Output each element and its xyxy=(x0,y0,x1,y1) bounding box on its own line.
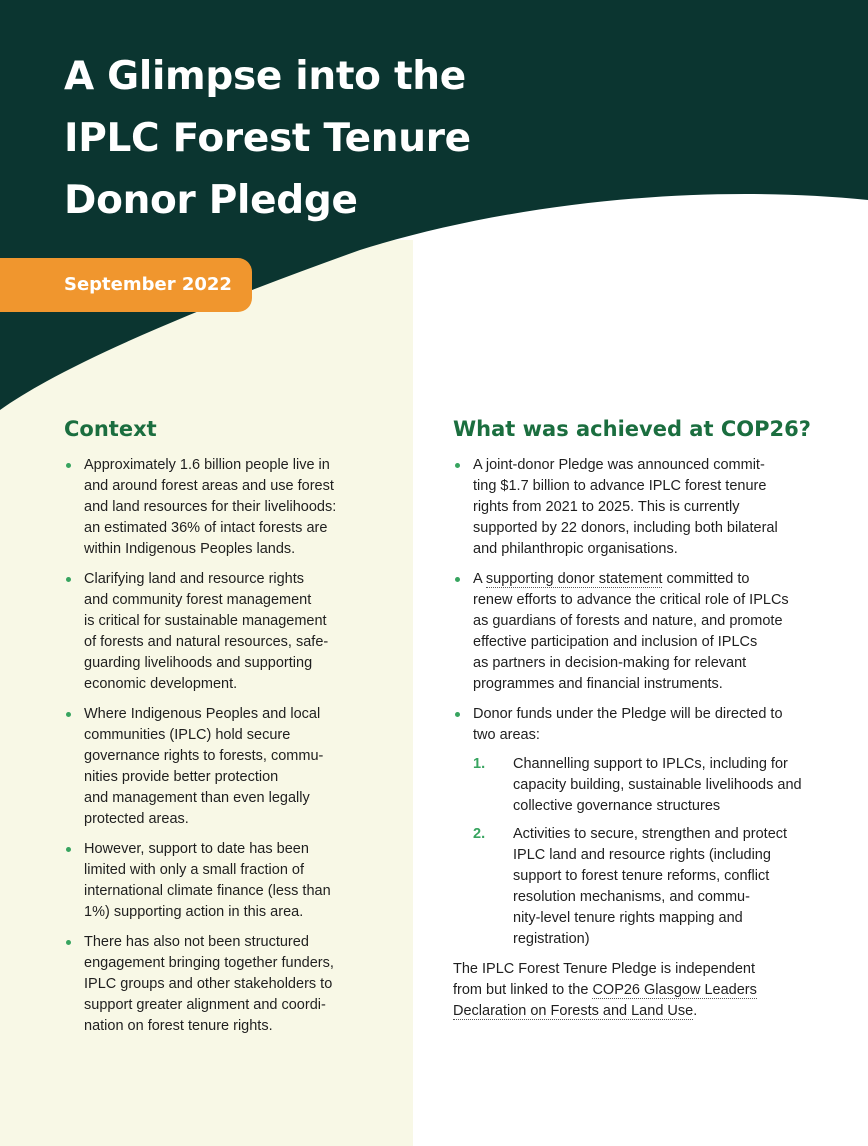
text-line: guarding livelihoods and supporting xyxy=(84,655,313,671)
text-line xyxy=(453,980,818,1001)
text-line: effective participation and inclusion of IPLCs xyxy=(473,634,758,650)
text-line: Activities to secure, strengthen and protect xyxy=(513,826,788,842)
text-line: support to forest tenure reforms, conflict xyxy=(513,868,770,884)
numbered-item xyxy=(473,824,818,950)
text-line: rights from 2021 to 2025. This is currently xyxy=(473,499,740,515)
list-item xyxy=(453,704,818,950)
text-line xyxy=(453,1001,818,1022)
list-item xyxy=(64,932,364,1037)
context-section xyxy=(64,415,364,1046)
text-line: However, support to date has been xyxy=(84,841,309,857)
text-line: and community forest management xyxy=(84,592,312,608)
cop26-heading: What was achieved at COP26? xyxy=(453,417,811,441)
text-line: nities provide better protection xyxy=(84,769,279,785)
text-line: economic development. xyxy=(84,676,238,692)
text-line: as partners in decision-making for relevant xyxy=(473,655,747,671)
title-line: Donor Pledge xyxy=(64,178,358,223)
text-line: programmes and financial instruments. xyxy=(473,676,723,692)
text-line: nation on forest tenure rights. xyxy=(84,1018,273,1034)
text-line: ting $1.7 billion to advance IPLC forest tenure xyxy=(473,478,767,494)
text-line: an estimated 36% of intact forests are xyxy=(84,520,328,536)
list-item xyxy=(64,839,364,923)
text-line: supported by 22 donors, including both bilateral xyxy=(473,520,778,536)
date-badge: September 2022 xyxy=(0,258,252,312)
text-line: of forests and natural resources, safe- xyxy=(84,634,329,650)
text-line: IPLC groups and other stakeholders to xyxy=(84,976,333,992)
text-line: engagement bringing together funders, xyxy=(84,955,334,971)
page-title xyxy=(64,46,584,232)
text-line: as guardians of forests and nature, and promote xyxy=(473,613,783,629)
text-line: and land resources for their livelihoods: xyxy=(84,499,337,515)
text-line: Channelling support to IPLCs, including for xyxy=(513,756,788,772)
numbered-item xyxy=(473,754,818,817)
title-line: A Glimpse into the xyxy=(64,54,466,99)
text-fragment: committed to xyxy=(662,571,750,587)
text-line: The IPLC Forest Tenure Pledge is independent xyxy=(453,961,756,977)
item-number-text: 2. xyxy=(473,826,486,842)
text-fragment: A xyxy=(473,571,486,587)
text-line: protected areas. xyxy=(84,811,189,827)
text-line: 1%) supporting action in this area. xyxy=(84,904,304,920)
text-line xyxy=(473,569,818,590)
text-line: international climate finance (less than xyxy=(84,883,331,899)
text-line: nity-level tenure rights mapping and xyxy=(513,910,743,926)
list-item xyxy=(64,455,364,560)
text-line: registration) xyxy=(513,931,590,947)
text-line: within Indigenous Peoples lands. xyxy=(84,541,296,557)
list-item xyxy=(453,455,818,560)
text-line: A joint-donor Pledge was announced commit- xyxy=(473,457,765,473)
numbered-list xyxy=(473,754,818,950)
cop26-section xyxy=(453,415,818,1022)
text-line: limited with only a small fraction of xyxy=(84,862,304,878)
text-line: communities (IPLC) hold secure xyxy=(84,727,291,743)
list-item xyxy=(64,704,364,830)
text-line: and around forest areas and use forest xyxy=(84,478,334,494)
context-heading: Context xyxy=(64,417,157,441)
list-item xyxy=(64,569,364,695)
supporting-donor-statement-link[interactable]: supporting donor statement xyxy=(485,571,663,587)
text-line: Donor funds under the Pledge will be directed to xyxy=(473,706,783,722)
text-line: IPLC land and resource rights (including xyxy=(513,847,771,863)
list-item xyxy=(453,569,818,695)
text-line: collective governance structures xyxy=(513,798,721,814)
text-fragment: . xyxy=(693,1003,698,1019)
text-line: resolution mechanisms, and commu- xyxy=(513,889,750,905)
glasgow-declaration-link[interactable]: Declaration on Forests and Land Use xyxy=(453,1003,694,1019)
text-line: Where Indigenous Peoples and local xyxy=(84,706,321,722)
text-line: support greater alignment and coordi- xyxy=(84,997,326,1013)
text-line: Clarifying land and resource rights xyxy=(84,571,305,587)
text-line: renew efforts to advance the critical role of IPLCs xyxy=(473,592,789,608)
text-line: There has also not been structured xyxy=(84,934,309,950)
text-line: capacity building, sustainable livelihoods and xyxy=(513,777,802,793)
text-line: governance rights to forests, commu- xyxy=(84,748,324,764)
text-line: Approximately 1.6 billion people live in xyxy=(84,457,330,473)
item-number-text: 1. xyxy=(473,756,486,772)
cop26-bullet-list xyxy=(453,455,818,950)
glasgow-declaration-link[interactable]: COP26 Glasgow Leaders xyxy=(592,982,757,998)
text-line: and management than even legally xyxy=(84,790,310,806)
closing-paragraph xyxy=(453,959,818,1022)
text-line: is critical for sustainable management xyxy=(84,613,327,629)
text-line: two areas: xyxy=(473,727,540,743)
text-line: and philanthropic organisations. xyxy=(473,541,678,557)
title-line: IPLC Forest Tenure xyxy=(64,116,471,161)
text-fragment: from but linked to the xyxy=(453,982,593,998)
context-bullet-list xyxy=(64,455,364,1037)
